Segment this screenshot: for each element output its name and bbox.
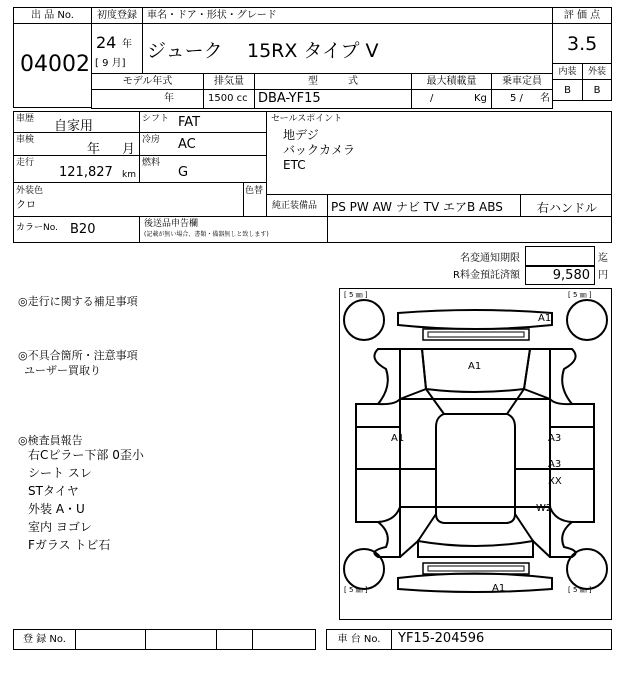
inspector-item: 右Cピラー下部 0歪小 xyxy=(28,448,144,462)
rear-plate xyxy=(423,563,529,574)
score-value: 3.5 xyxy=(567,33,598,55)
color-cell xyxy=(13,182,244,217)
mileage-unit: km xyxy=(122,170,136,180)
name-change-unit: 迄 xyxy=(598,253,608,264)
color-no-cell xyxy=(13,216,140,243)
car-grade: 15RX タイプ V xyxy=(247,40,379,62)
sales-label: セールスポイント xyxy=(271,114,343,124)
model-year-cell xyxy=(91,89,204,109)
wheel-rear-left xyxy=(344,549,384,589)
color-change-label: 色替 xyxy=(245,186,264,196)
first-reg-label-cell xyxy=(91,7,143,24)
color-change-cell xyxy=(243,182,267,217)
history-value: 自家用 xyxy=(54,119,94,134)
interior-label-cell xyxy=(552,63,583,80)
mileage-label: 走行 xyxy=(16,158,35,168)
wheel-rear-right xyxy=(567,549,607,589)
reg-no-cell-4 xyxy=(252,629,316,650)
wheel-front-left xyxy=(344,300,384,340)
inspection-year: 年 xyxy=(87,142,101,157)
first-reg-month: [ 9 月] xyxy=(95,58,126,69)
reg-no-cell-2 xyxy=(145,629,217,650)
mark-rear-bumper: A1 xyxy=(492,583,506,594)
car-diagram xyxy=(339,288,612,620)
inspector-item: Fガラス トビ石 xyxy=(28,538,111,552)
chassis-label: 車 台 No. xyxy=(337,634,381,645)
fuel-label: 燃料 xyxy=(142,158,161,168)
mark-left-door: A1 xyxy=(391,433,405,444)
handle-value: 右ハンドル xyxy=(537,201,598,215)
trunk xyxy=(418,541,533,557)
first-reg-year: 24 xyxy=(96,33,117,52)
model-label: 型 式 xyxy=(308,76,358,87)
color-no-label: カラーNo. xyxy=(16,223,58,233)
car-diagram-svg xyxy=(340,289,611,619)
equipment-label-cell xyxy=(266,194,328,217)
front-grille xyxy=(423,329,529,340)
sales-cell xyxy=(266,111,612,195)
max-load-unit: Kg xyxy=(474,93,487,104)
chassis-cell xyxy=(391,629,612,650)
interior-label: 内装 xyxy=(558,67,577,77)
history-cell xyxy=(13,111,140,133)
defects-heading: ◎不具合箇所・注意事項 xyxy=(18,349,138,362)
mileage-value: 121,827 xyxy=(59,165,113,180)
recycle-value: 9,580 xyxy=(552,268,590,283)
mark-right-quarter: W2 xyxy=(536,503,553,514)
capacity-label-cell xyxy=(491,73,553,90)
reg-no-label-cell xyxy=(13,629,76,650)
name-change-label: 名変通知期限 xyxy=(460,253,520,264)
exterior-value: B xyxy=(593,85,601,96)
first-reg-cell xyxy=(91,23,143,74)
displacement-value: 1500 cc xyxy=(208,93,248,104)
model-year-unit: 年 xyxy=(164,93,174,104)
car-name: ジューク xyxy=(147,40,223,62)
inspector-heading: ◎検査員報告 xyxy=(18,434,83,447)
shift-label: シフト xyxy=(142,114,170,124)
equipment-value: PS PW AW ナビ TV エアB ABS xyxy=(331,200,503,214)
first-reg-year-unit: 年 xyxy=(122,39,132,50)
name-change-box xyxy=(525,246,595,266)
wheel-front-right xyxy=(567,300,607,340)
later-reg-cell xyxy=(139,216,328,243)
displacement-cell xyxy=(203,89,255,109)
color-label: 外装色 xyxy=(16,186,44,196)
mark-front-bumper: A1 xyxy=(538,313,552,324)
max-load-label: 最大積載量 xyxy=(426,76,477,87)
reg-no-cell-1 xyxy=(75,629,146,650)
model-year-label: モデル年式 xyxy=(122,76,173,87)
max-load-value: / xyxy=(430,93,434,104)
fuel-value: G xyxy=(178,165,189,180)
mileage-cell xyxy=(13,155,140,183)
fuel-cell xyxy=(139,155,267,183)
chassis-value: YF15-204596 xyxy=(398,631,485,646)
carname-label: 車名・ドア・形状・グレード xyxy=(147,10,277,21)
tire-fr-label: [ 5 ㎜ ] xyxy=(568,291,592,299)
reg-no-label: 登 録 No. xyxy=(23,634,66,645)
inspection-cell xyxy=(13,132,140,156)
inspection-month: 月 xyxy=(122,142,136,157)
capacity-unit: 名 xyxy=(540,93,550,104)
later-reg-label: 後送品申告欄 xyxy=(144,219,199,229)
lot-label: 出 品 No. xyxy=(31,10,74,21)
capacity-cell xyxy=(491,89,553,109)
first-reg-label: 初度登録 xyxy=(97,10,137,21)
max-load-label-cell xyxy=(411,73,492,90)
model-value: DBA-YF15 xyxy=(258,91,321,106)
score-cell xyxy=(552,23,612,64)
tire-rl-label: [ 5 ㎜ ] xyxy=(344,586,368,594)
color-no-value: B20 xyxy=(70,222,96,237)
front-bumper xyxy=(398,310,552,329)
sales-item: 地デジ xyxy=(283,128,319,142)
sales-item: ETC xyxy=(283,158,306,172)
displacement-label-cell xyxy=(203,73,255,90)
inspector-item: 室内 ヨゴレ xyxy=(28,520,92,534)
later-reg-field xyxy=(327,216,612,243)
carname-label-cell xyxy=(142,7,553,24)
capacity-value: 5 / xyxy=(510,93,523,104)
driving-heading: ◎走行に関する補足事項 xyxy=(18,295,138,308)
recycle-label: R料金預託済額 xyxy=(453,270,520,281)
model-cell xyxy=(254,89,412,109)
handle-cell xyxy=(520,194,612,217)
aircon-label: 冷房 xyxy=(142,135,161,145)
exterior-label-cell xyxy=(582,63,612,80)
mark-hood: A1 xyxy=(468,361,482,372)
exterior-value-cell xyxy=(582,79,612,101)
capacity-label: 乗車定員 xyxy=(502,76,542,87)
exterior-label: 外装 xyxy=(587,67,606,77)
lot-number: 04002 xyxy=(20,52,90,77)
interior-value: B xyxy=(564,85,571,96)
inspector-items xyxy=(28,446,144,554)
score-label: 評 価 点 xyxy=(563,10,601,21)
equipment-cell xyxy=(327,194,521,217)
recycle-unit: 円 xyxy=(598,270,608,281)
sales-items xyxy=(283,128,355,173)
lot-value-cell xyxy=(13,23,92,108)
aircon-value: AC xyxy=(178,137,196,152)
model-year-label-cell xyxy=(91,73,204,90)
mark-right-front-door: A3 xyxy=(548,433,562,444)
model-label-cell xyxy=(254,73,412,90)
inspector-item: STタイヤ xyxy=(28,484,79,498)
mark-right-rear-door-1: A3 xyxy=(548,459,562,470)
defects-item: ユーザー買取り xyxy=(24,364,101,377)
mark-right-rear-door-2: XX xyxy=(548,476,562,487)
tire-rr-label: [ 5 ㎜ ] xyxy=(568,586,592,594)
history-label: 車歴 xyxy=(16,114,35,124)
rear-bumper xyxy=(398,574,552,593)
tire-fl-label: [ 5 ㎜ ] xyxy=(344,291,368,299)
inspector-item: シート スレ xyxy=(28,466,92,480)
displacement-label: 排気量 xyxy=(214,76,244,87)
reg-no-cell-3 xyxy=(216,629,253,650)
later-reg-note: (記載が無い場合、書類・備器無しと致します) xyxy=(144,231,269,238)
equipment-label: 純正装備品 xyxy=(272,201,318,211)
shift-cell xyxy=(139,111,267,133)
recycle-box xyxy=(525,266,595,285)
shift-value: FAT xyxy=(178,115,201,130)
interior-value-cell xyxy=(552,79,583,101)
sales-item: バックカメラ xyxy=(283,143,356,157)
aircon-cell xyxy=(139,132,267,156)
chassis-label-cell xyxy=(326,629,392,650)
score-label-cell xyxy=(552,7,612,24)
carname-cell xyxy=(142,23,553,74)
color-value: クロ xyxy=(16,200,36,211)
inspection-label: 車検 xyxy=(16,135,35,145)
lot-label-cell xyxy=(13,7,92,24)
inspector-item: 外装 A・U xyxy=(28,502,85,516)
max-load-cell xyxy=(411,89,492,109)
